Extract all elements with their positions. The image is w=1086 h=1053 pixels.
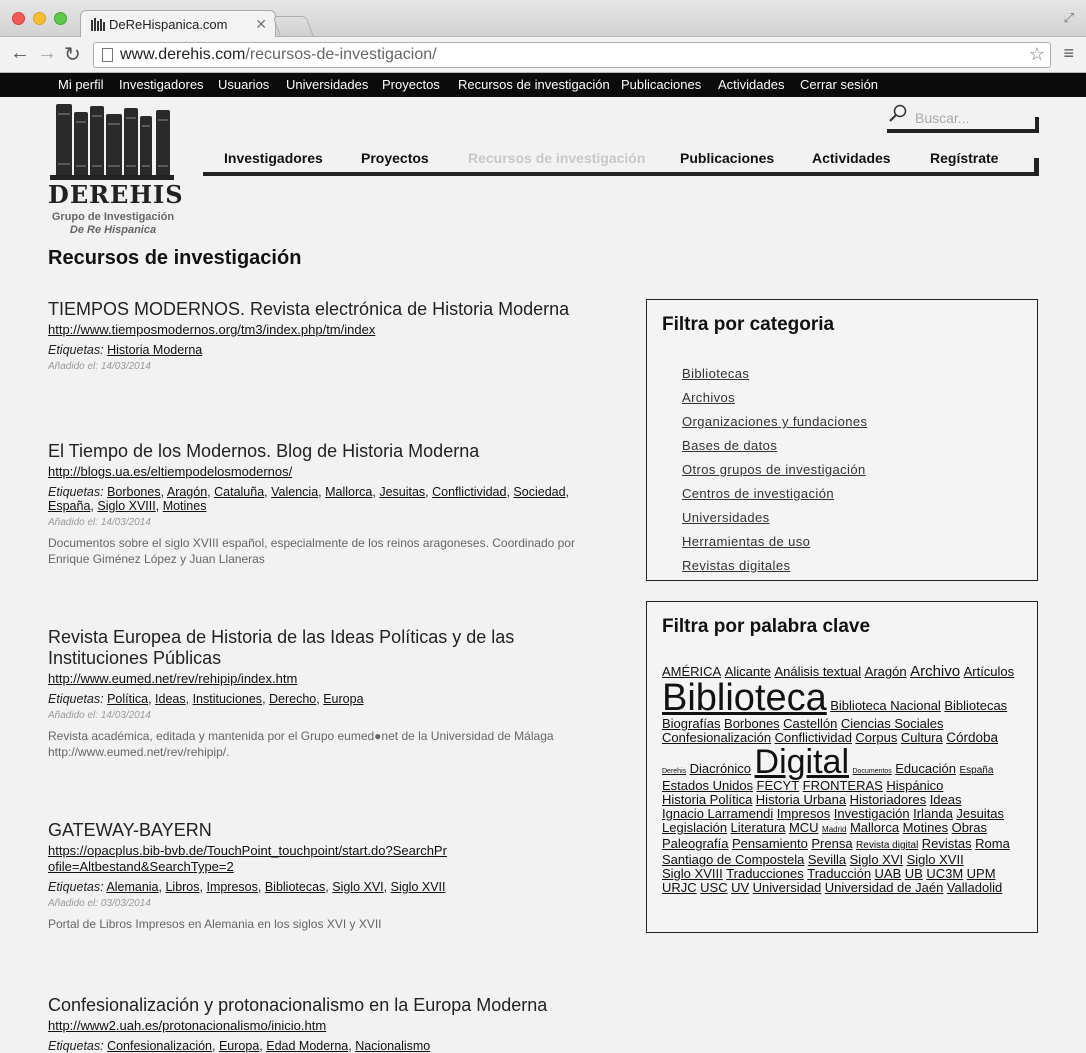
resource-title: Confesionalización y protonacionalismo en la Europa Moderna (48, 995, 548, 1015)
keyword-tag-link[interactable]: Motines (902, 820, 949, 835)
category-centros[interactable]: Centros de investigación (682, 486, 834, 501)
main-navigation (203, 148, 1039, 176)
keyword-tag-link[interactable]: Literatura (730, 820, 786, 835)
resource-date: Añadido el: 03/03/2014 (48, 898, 151, 909)
resource-item (48, 995, 618, 1053)
keyword-tag-link[interactable]: Revista digital (856, 840, 919, 851)
keyword-tag-link[interactable]: UC3M (926, 866, 964, 881)
forward-arrow-icon[interactable]: → (37, 42, 57, 64)
resource-tag-link[interactable]: Jesuitas (379, 485, 426, 499)
resource-date: Añadido el: 14/03/2014 (48, 361, 151, 372)
keyword-tag-link[interactable]: Diacrónico (689, 761, 752, 776)
logo-subtitle: Grupo de Investigación (51, 211, 175, 223)
resource-tags (48, 343, 618, 357)
nav-actividades[interactable]: Actividades (812, 150, 891, 166)
keyword-tag-link[interactable]: Prensa (811, 836, 853, 851)
page-icon (102, 48, 113, 62)
resource-tag-link[interactable]: Europa (218, 1039, 260, 1053)
resource-item (48, 299, 618, 372)
tab-close-icon[interactable]: ✕ (255, 16, 267, 32)
resource-tags: Etiquetas: Borbones, Aragón, Cataluña, Valencia, Mallorca, Jesuitas, Conflictividad, Sociedad, España, Siglo XVIII, Motines (48, 485, 570, 513)
url-host: www.derehis.com (120, 46, 246, 63)
resource-tag-link[interactable]: Valencia (271, 485, 319, 499)
resource-tag-link[interactable]: Cataluña (214, 485, 265, 499)
resource-url-link[interactable]: http://www.eumed.net/rev/rehipip/index.htm (48, 671, 298, 686)
resource-tag-link[interactable]: Sociedad (513, 485, 566, 499)
bookmark-star-icon[interactable]: ☆ (1028, 44, 1045, 64)
tab-title: DeReHispanica.com (109, 17, 228, 32)
tags-label: Etiquetas: (48, 692, 104, 706)
resource-title: Revista Europea de Historia de las Ideas Políticas y de las Instituciones Públicas (48, 627, 515, 668)
new-tab-button[interactable] (272, 16, 313, 36)
resource-tag-link[interactable]: Confesionalización (107, 1039, 213, 1053)
back-arrow-icon[interactable]: ← (10, 42, 30, 64)
resource-tag-link[interactable]: Historia Moderna (107, 343, 203, 357)
user-topbar (0, 73, 1086, 97)
resource-tags: Etiquetas: Confesionalización, Europa, Edad Moderna, Nacionalismo (48, 1039, 431, 1053)
resource-tag-link[interactable]: Política (107, 692, 149, 706)
category-herramientas[interactable]: Herramientas de uso (682, 534, 811, 549)
keyword-tag-link[interactable]: UB (904, 866, 923, 881)
keyword-tag-link[interactable]: Cultura (900, 730, 943, 745)
topbar-proyectos[interactable]: Proyectos (382, 77, 440, 92)
keyword-tag-link[interactable]: Borbones (724, 716, 780, 731)
nav-proyectos[interactable]: Proyectos (361, 150, 429, 166)
topbar-universidades[interactable]: Universidades (286, 77, 369, 92)
nav-registrate[interactable]: Regístrate (930, 150, 999, 166)
minimize-window-button[interactable] (33, 12, 46, 25)
keyword-tag-link[interactable]: Legislación (662, 820, 728, 835)
keyword-tag-link[interactable]: Conflictividad (774, 730, 852, 745)
keyword-tag-link[interactable]: UPM (966, 866, 996, 881)
browser-menu-icon[interactable]: ≡ (1063, 43, 1074, 63)
category-filter-box (646, 299, 1038, 581)
search-icon[interactable] (889, 104, 907, 122)
close-window-button[interactable] (12, 12, 25, 25)
keyword-tag-link[interactable]: Documentos (852, 768, 892, 775)
resource-item (48, 441, 618, 567)
keyword-tag-link[interactable]: Mallorca (849, 820, 900, 835)
books-favicon-icon (91, 18, 105, 31)
keyword-tag-link[interactable]: MCU (788, 820, 819, 835)
keyword-tag-link[interactable]: Hispánico (886, 778, 944, 793)
keyword-tag-link[interactable]: Universidad de Jaén (824, 880, 944, 895)
keyword-tag-link[interactable]: Digital (754, 743, 849, 781)
resource-title: TIEMPOS MODERNOS. Revista electrónica de Historia Moderna (48, 299, 570, 319)
resource-tag-link[interactable]: Motines (162, 499, 207, 513)
keyword-tag-link[interactable]: Madrid (822, 825, 847, 834)
reload-icon[interactable]: ↻ (64, 44, 81, 66)
resource-url-link[interactable]: http://www.tiemposmodernos.org/tm3/index.php/tm/index (48, 322, 376, 337)
resource-title: GATEWAY-BAYERN (48, 820, 212, 840)
keyword-tag-link[interactable]: Impresos (776, 806, 831, 821)
topbar-cerrar-sesion[interactable]: Cerrar sesión (800, 77, 879, 92)
resource-tag-link[interactable]: Mallorca (325, 485, 373, 499)
keyword-tag-link[interactable]: AMÉRICA (662, 664, 722, 679)
category-archivos[interactable]: Archivos (682, 390, 736, 405)
keyword-tag-link[interactable]: Pensamiento (731, 836, 808, 851)
resource-tag-link[interactable]: Libros (165, 880, 200, 894)
keyword-tag-link[interactable]: Irlanda (913, 806, 953, 821)
tags-label: Etiquetas: (48, 343, 104, 357)
keyword-tag-link[interactable]: Investigación (833, 806, 910, 821)
zoom-window-button[interactable] (54, 12, 67, 25)
keyword-tag-link[interactable]: USC (700, 880, 728, 895)
keyword-tag-link[interactable]: Alicante (724, 664, 771, 679)
resource-date: Añadido el: 14/03/2014 (48, 710, 151, 721)
keyword-tag-link[interactable]: Siglo XVII (906, 852, 964, 867)
topbar-usuarios[interactable]: Usuarios (218, 77, 270, 92)
keyword-tag-link[interactable]: Historia Urbana (755, 792, 847, 807)
resource-item (48, 627, 618, 760)
resource-tags: Etiquetas: Política, Ideas, Instituciones, Derecho, Europa (48, 692, 364, 706)
keyword-tag-link[interactable]: Ignacio Larramendi (662, 806, 774, 821)
keyword-tag-link[interactable]: Biografías (662, 716, 721, 731)
keyword-tag-link[interactable]: Biblioteca (662, 677, 827, 719)
tags-label: Etiquetas: (48, 1039, 104, 1053)
logo-name: DEREHIS (48, 180, 184, 209)
search-box (887, 104, 1039, 133)
url-path: /recursos-de-investigacion/ (245, 46, 437, 63)
keyword-tag-link[interactable]: Estados Unidos (662, 778, 754, 793)
resource-description: Portal de Libros Impresos en Alemania en los siglos XVI y XVII (48, 917, 382, 931)
resource-tag-link[interactable]: Nacionalismo (355, 1039, 431, 1053)
resource-tag-link[interactable]: Siglo XVII (390, 880, 446, 894)
keyword-tag-link[interactable]: Aragón (864, 664, 907, 679)
keyword-tag-link[interactable]: Traducción (807, 866, 872, 881)
category-revistas-digitales[interactable]: Revistas digitales (682, 558, 791, 573)
resource-date: Añadido el: 14/03/2014 (48, 517, 151, 528)
topbar-recursos[interactable]: Recursos de investigación (458, 77, 610, 92)
keyword-tag-link[interactable]: Siglo XVIII (662, 866, 723, 881)
category-list (682, 365, 867, 581)
keyword-tag-link[interactable]: Obras (951, 820, 987, 835)
resource-url-link[interactable]: http://www2.uah.es/protonacionalismo/inicio.htm (48, 1018, 327, 1033)
keyword-tag-link[interactable]: Historia Política (662, 792, 753, 807)
keyword-tag-link[interactable]: Archivo (910, 663, 961, 680)
keyword-tag-link[interactable]: Córdoba (946, 730, 999, 745)
keyword-tag-link[interactable]: Biblioteca Nacional (830, 698, 941, 713)
keyword-tag-link[interactable]: UAB (874, 866, 902, 881)
resource-tag-link[interactable]: España (48, 499, 91, 513)
keyword-tag-link[interactable]: Valladolid (946, 880, 1003, 895)
keyword-tag-link[interactable]: Confesionalización (662, 730, 772, 745)
page-title: Recursos de investigación (48, 247, 302, 269)
keyword-tag-link[interactable]: Derehis (662, 768, 687, 775)
browser-toolbar (0, 37, 1086, 73)
resource-tags: Etiquetas: Alemania, Libros, Impresos, Bibliotecas, Siglo XVI, Siglo XVII (48, 880, 446, 894)
browser-tab[interactable] (80, 10, 276, 38)
topbar-investigadores[interactable]: Investigadores (119, 77, 204, 92)
keyword-filter-box (646, 601, 1038, 933)
nav-publicaciones[interactable]: Publicaciones (680, 150, 775, 166)
keyword-cloud (662, 665, 1024, 895)
resource-url-link[interactable]: http://blogs.ua.es/eltiempodelosmodernos/ (48, 464, 293, 479)
resource-tag-link[interactable]: Europa (323, 692, 364, 706)
resource-tag-link[interactable]: Conflictividad (432, 485, 507, 499)
keyword-tag-link[interactable]: Artículos (963, 664, 1015, 679)
keyword-tag-link[interactable]: Traducciones (726, 866, 804, 881)
category-bases-de-datos[interactable]: Bases de datos (682, 438, 778, 453)
resource-description: Revista académica, editada y mantenida por el Grupo eumed●net de la Universidad de Málaga http://www.eumed.net/rev/rehipip/. (48, 729, 554, 759)
topbar-publicaciones[interactable]: Publicaciones (621, 77, 702, 92)
address-bar[interactable] (93, 42, 1051, 68)
keyword-tag-link[interactable]: España (959, 765, 994, 776)
resource-tag-link[interactable]: Alemania (106, 880, 159, 894)
resource-tag-link[interactable]: Aragón (166, 485, 208, 499)
fullscreen-icon[interactable]: ⤢ (1063, 10, 1074, 25)
category-filter-title: Filtra por categoria (662, 314, 835, 335)
category-universidades[interactable]: Universidades (682, 510, 770, 525)
url-text[interactable] (120, 46, 437, 64)
resource-tag-link[interactable]: Edad Moderna (266, 1039, 349, 1053)
keyword-tag-link[interactable]: Universidad (752, 880, 822, 895)
resource-tag-link[interactable]: Siglo XVIII (97, 499, 156, 513)
keyword-tag-link[interactable]: Jesuitas (956, 806, 1005, 821)
resource-tag-link[interactable]: Instituciones (192, 692, 263, 706)
resource-tag-link[interactable]: Bibliotecas (264, 880, 326, 894)
resource-url-link[interactable]: https://opacplus.bib-bvb.de/TouchPoint_touchpoint/start.do?SearchProfile=Altbestand&SearchType=2 (48, 843, 447, 874)
category-organizaciones[interactable]: Organizaciones y fundaciones (682, 414, 868, 429)
keyword-tag-link[interactable]: Ideas (929, 792, 962, 807)
category-otros-grupos[interactable]: Otros grupos de investigación (682, 462, 866, 477)
topbar-actividades[interactable]: Actividades (718, 77, 785, 92)
browser-tab-strip (0, 0, 1086, 37)
keyword-tag-link[interactable]: Roma (975, 836, 1010, 851)
resource-item (48, 820, 448, 932)
keyword-tag-link[interactable]: UV (731, 880, 750, 895)
keyword-tag-link[interactable]: Siglo XVI (849, 852, 904, 867)
keyword-tag-link[interactable]: Corpus (855, 730, 898, 745)
keyword-tag-link[interactable]: Historiadores (849, 792, 927, 807)
resource-tag-link[interactable]: Impresos (206, 880, 258, 894)
keyword-tag-link[interactable]: Revistas (921, 836, 972, 851)
keyword-tag-link[interactable]: URJC (662, 880, 697, 895)
keyword-tag-link[interactable]: Análisis textual (774, 664, 862, 679)
tags-label: Etiquetas: (48, 880, 104, 894)
search-input[interactable] (915, 110, 1025, 126)
logo-subtitle-italic: De Re Hispanica (69, 224, 157, 236)
keyword-tag-link[interactable]: Educación (895, 761, 956, 776)
nav-investigadores[interactable]: Investigadores (224, 150, 323, 166)
keyword-tag-link[interactable]: Santiago de Compostela (662, 852, 805, 867)
keyword-tag-link[interactable]: FECYT (756, 778, 800, 793)
resource-tag-link[interactable]: Ideas (155, 692, 186, 706)
keyword-tag-link[interactable]: Bibliotecas (944, 698, 1008, 713)
category-bibliotecas[interactable]: Bibliotecas (682, 366, 750, 381)
resource-tag-link[interactable]: Siglo XVI (332, 880, 384, 894)
tags-label: Etiquetas: (48, 485, 104, 499)
site-logo[interactable] (48, 100, 184, 240)
keyword-tag-link[interactable]: Castellón (783, 716, 838, 731)
keyword-filter-title: Filtra por palabra clave (662, 616, 871, 637)
resource-title: El Tiempo de los Modernos. Blog de Historia Moderna (48, 441, 480, 461)
keyword-tag-link[interactable]: FRONTERAS (802, 778, 883, 793)
keyword-tag-link[interactable]: Paleografía (662, 836, 729, 851)
resource-description: Documentos sobre el siglo XVIII español, especialmente de los reinos aragoneses. Coordinado por Enrique Giménez López y Juan Llaneras (48, 536, 575, 566)
resource-tag-link[interactable]: Derecho (269, 692, 317, 706)
keyword-tag-link[interactable]: Ciencias Sociales (840, 716, 944, 731)
keyword-tag-link[interactable]: Sevilla (807, 852, 847, 867)
resource-tag-link[interactable]: Borbones (107, 485, 161, 499)
books-logo-icon (52, 102, 174, 176)
topbar-mi-perfil[interactable]: Mi perfil (58, 77, 104, 92)
nav-recursos-active[interactable]: Recursos de investigación (468, 150, 646, 166)
